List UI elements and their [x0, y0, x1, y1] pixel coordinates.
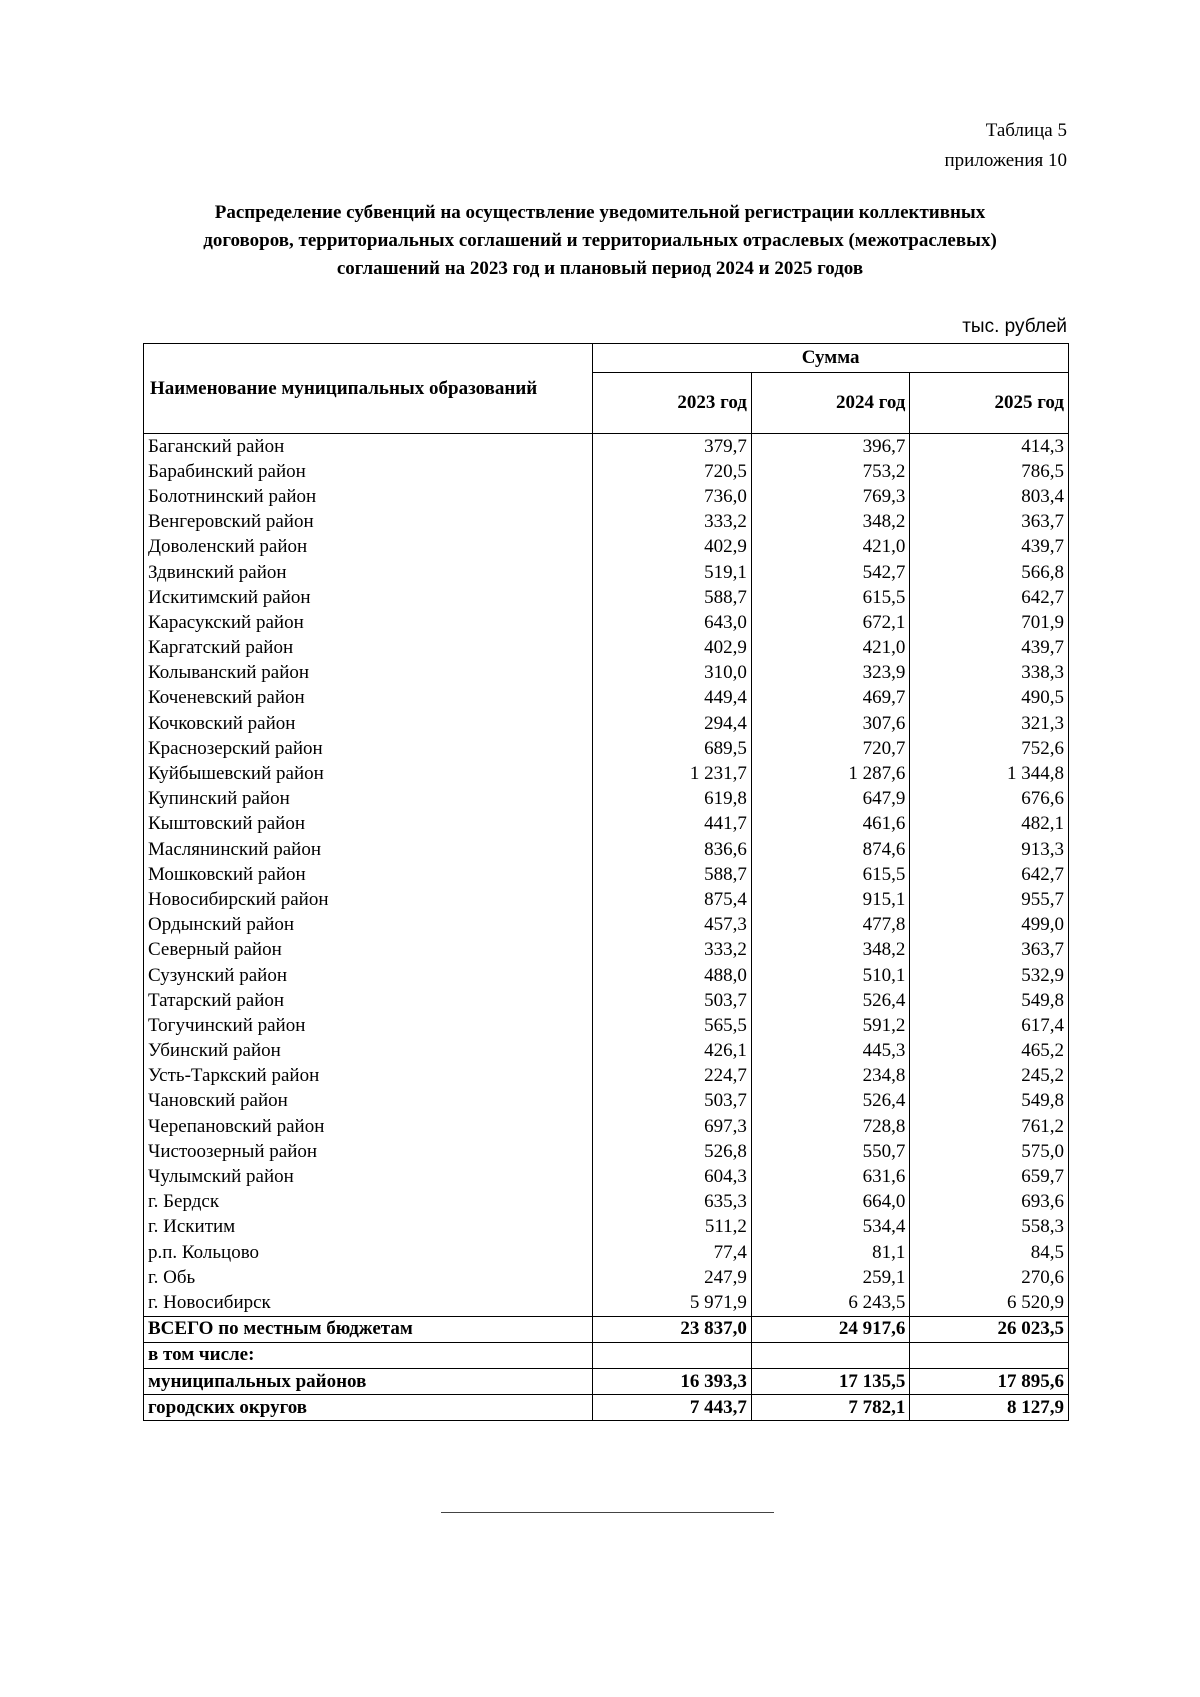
table-row	[144, 560, 1069, 585]
table-row	[144, 510, 1069, 535]
municipality-name: Каргатский район	[144, 636, 593, 661]
table-row	[144, 812, 1069, 837]
municipality-name: г. Бердск	[144, 1190, 593, 1215]
table-row	[144, 1089, 1069, 1114]
municipality-name: Колыванский район	[144, 661, 593, 686]
value-2024: 307,6	[751, 711, 910, 736]
value-2023: 379,7	[593, 434, 752, 460]
value-2023: 643,0	[593, 610, 752, 635]
value-2024: 874,6	[751, 837, 910, 862]
value-2025: 465,2	[910, 1039, 1069, 1064]
value-2023: 526,8	[593, 1139, 752, 1164]
value-2025: 338,3	[910, 661, 1069, 686]
value-2023: 426,1	[593, 1039, 752, 1064]
value-2023: 588,7	[593, 862, 752, 887]
value-2024: 348,2	[751, 938, 910, 963]
total-2024	[751, 1342, 910, 1368]
total-2025: 8 127,9	[910, 1395, 1069, 1421]
table-row	[144, 484, 1069, 509]
value-2024: 421,0	[751, 535, 910, 560]
total-name: в том числе:	[144, 1342, 593, 1368]
footer-rule	[441, 1512, 774, 1513]
value-2024: 348,2	[751, 510, 910, 535]
value-2024: 445,3	[751, 1039, 910, 1064]
value-2023: 402,9	[593, 636, 752, 661]
sum-column-header: Сумма	[593, 344, 1069, 373]
value-2025: 439,7	[910, 636, 1069, 661]
value-2023: 503,7	[593, 988, 752, 1013]
value-2023: 310,0	[593, 661, 752, 686]
table-row	[144, 862, 1069, 887]
value-2023: 224,7	[593, 1064, 752, 1089]
table-row	[144, 1190, 1069, 1215]
value-2023: 449,4	[593, 686, 752, 711]
value-2025: 1 344,8	[910, 761, 1069, 786]
value-2023: 441,7	[593, 812, 752, 837]
table-row	[144, 1164, 1069, 1189]
value-2023: 503,7	[593, 1089, 752, 1114]
municipality-name: Татарский район	[144, 988, 593, 1013]
table-row	[144, 787, 1069, 812]
value-2024: 672,1	[751, 610, 910, 635]
table-row	[144, 1064, 1069, 1089]
year-2023-header: 2023 год	[593, 373, 752, 434]
total-row	[144, 1316, 1069, 1342]
table-row	[144, 1114, 1069, 1139]
table-row	[144, 1290, 1069, 1316]
value-2025: 482,1	[910, 812, 1069, 837]
appendix-reference: приложения 10	[944, 150, 1067, 171]
table-row	[144, 887, 1069, 912]
value-2025: 693,6	[910, 1190, 1069, 1215]
year-2025-header: 2025 год	[910, 373, 1069, 434]
municipality-name: г. Искитим	[144, 1215, 593, 1240]
municipality-name: Ордынский район	[144, 913, 593, 938]
value-2025: 532,9	[910, 963, 1069, 988]
municipality-name: Кыштовский район	[144, 812, 593, 837]
table-row	[144, 988, 1069, 1013]
municipality-name: Карасукский район	[144, 610, 593, 635]
total-name: муниципальных районов	[144, 1368, 593, 1394]
municipality-name: Искитимский район	[144, 585, 593, 610]
value-2023: 511,2	[593, 1215, 752, 1240]
value-2024: 753,2	[751, 459, 910, 484]
value-2025: 913,3	[910, 837, 1069, 862]
municipality-name: Доволенский район	[144, 535, 593, 560]
value-2024: 477,8	[751, 913, 910, 938]
value-2025: 803,4	[910, 484, 1069, 509]
value-2024: 915,1	[751, 887, 910, 912]
value-2024: 550,7	[751, 1139, 910, 1164]
total-row	[144, 1395, 1069, 1421]
value-2025: 761,2	[910, 1114, 1069, 1139]
table-row	[144, 938, 1069, 963]
municipality-name: Чановский район	[144, 1089, 593, 1114]
title-line: соглашений на 2023 год и плановый период 2024 и 2025 годов	[336, 258, 864, 279]
total-2025: 26 023,5	[910, 1316, 1069, 1342]
value-2024: 615,5	[751, 585, 910, 610]
table-row	[144, 761, 1069, 786]
value-2023: 77,4	[593, 1240, 752, 1265]
value-2025: 566,8	[910, 560, 1069, 585]
value-2024: 461,6	[751, 812, 910, 837]
value-2024: 469,7	[751, 686, 910, 711]
table-row	[144, 1039, 1069, 1064]
table-row	[144, 1240, 1069, 1265]
total-2024: 7 782,1	[751, 1395, 910, 1421]
value-2023: 720,5	[593, 459, 752, 484]
value-2023: 519,1	[593, 560, 752, 585]
municipality-name: Здвинский район	[144, 560, 593, 585]
value-2025: 549,8	[910, 988, 1069, 1013]
value-2023: 689,5	[593, 736, 752, 761]
municipality-name: Куйбышевский район	[144, 761, 593, 786]
document-title	[130, 199, 1070, 283]
value-2025: 245,2	[910, 1064, 1069, 1089]
municipality-name: Сузунский район	[144, 963, 593, 988]
table-row	[144, 459, 1069, 484]
table-row	[144, 711, 1069, 736]
table-row	[144, 686, 1069, 711]
value-2024: 396,7	[751, 434, 910, 460]
municipality-name: Купинский район	[144, 787, 593, 812]
total-2025: 17 895,6	[910, 1368, 1069, 1394]
value-2024: 526,4	[751, 988, 910, 1013]
municipality-name: Болотнинский район	[144, 484, 593, 509]
municipality-name: Тогучинский район	[144, 1013, 593, 1038]
value-2024: 510,1	[751, 963, 910, 988]
value-2025: 558,3	[910, 1215, 1069, 1240]
municipality-name: Усть-Таркский район	[144, 1064, 593, 1089]
value-2023: 604,3	[593, 1164, 752, 1189]
subventions-table	[143, 343, 1069, 1421]
table-row	[144, 913, 1069, 938]
value-2025: 642,7	[910, 862, 1069, 887]
municipality-name: Чистоозерный район	[144, 1139, 593, 1164]
value-2025: 659,7	[910, 1164, 1069, 1189]
municipality-name: Венгеровский район	[144, 510, 593, 535]
municipality-name: Маслянинский район	[144, 837, 593, 862]
value-2023: 565,5	[593, 1013, 752, 1038]
value-2024: 526,4	[751, 1089, 910, 1114]
value-2025: 270,6	[910, 1265, 1069, 1290]
value-2025: 752,6	[910, 736, 1069, 761]
value-2024: 1 287,6	[751, 761, 910, 786]
value-2024: 542,7	[751, 560, 910, 585]
total-row	[144, 1368, 1069, 1394]
municipality-name: г. Новосибирск	[144, 1290, 593, 1316]
value-2023: 402,9	[593, 535, 752, 560]
value-2024: 234,8	[751, 1064, 910, 1089]
table-row	[144, 661, 1069, 686]
value-2023: 588,7	[593, 585, 752, 610]
value-2025: 955,7	[910, 887, 1069, 912]
value-2025: 549,8	[910, 1089, 1069, 1114]
municipality-name: Новосибирский район	[144, 887, 593, 912]
title-line: Распределение субвенций на осуществление уведомительной регистрации коллективных	[214, 202, 986, 223]
table-row	[144, 434, 1069, 460]
table-row	[144, 963, 1069, 988]
value-2024: 591,2	[751, 1013, 910, 1038]
total-2024: 24 917,6	[751, 1316, 910, 1342]
value-2025: 363,7	[910, 938, 1069, 963]
value-2024: 421,0	[751, 636, 910, 661]
total-2023: 7 443,7	[593, 1395, 752, 1421]
municipality-name: Коченевский район	[144, 686, 593, 711]
value-2024: 728,8	[751, 1114, 910, 1139]
municipality-name: Северный район	[144, 938, 593, 963]
value-2024: 534,4	[751, 1215, 910, 1240]
municipality-name: Убинский район	[144, 1039, 593, 1064]
table-row	[144, 610, 1069, 635]
value-2025: 84,5	[910, 1240, 1069, 1265]
total-row	[144, 1342, 1069, 1368]
value-2023: 1 231,7	[593, 761, 752, 786]
value-2023: 488,0	[593, 963, 752, 988]
table-row	[144, 636, 1069, 661]
value-2025: 642,7	[910, 585, 1069, 610]
value-2023: 697,3	[593, 1114, 752, 1139]
value-2025: 363,7	[910, 510, 1069, 535]
value-2024: 769,3	[751, 484, 910, 509]
total-2023	[593, 1342, 752, 1368]
total-name: городских округов	[144, 1395, 593, 1421]
value-2024: 615,5	[751, 862, 910, 887]
total-2025	[910, 1342, 1069, 1368]
total-2023: 16 393,3	[593, 1368, 752, 1394]
municipality-name: Кочковский район	[144, 711, 593, 736]
municipality-name: Барабинский район	[144, 459, 593, 484]
table-row	[144, 837, 1069, 862]
year-2024-header: 2024 год	[751, 373, 910, 434]
value-2023: 333,2	[593, 510, 752, 535]
value-2023: 5 971,9	[593, 1290, 752, 1316]
table-row	[144, 585, 1069, 610]
value-2024: 323,9	[751, 661, 910, 686]
title-line: договоров, территориальных соглашений и территориальных отраслевых (межотраслевых)	[203, 230, 997, 251]
municipality-name: Чулымский район	[144, 1164, 593, 1189]
value-2023: 247,9	[593, 1265, 752, 1290]
value-2023: 836,6	[593, 837, 752, 862]
value-2025: 676,6	[910, 787, 1069, 812]
total-name: ВСЕГО по местным бюджетам	[144, 1316, 593, 1342]
value-2024: 259,1	[751, 1265, 910, 1290]
table-body	[144, 434, 1069, 1421]
total-2024: 17 135,5	[751, 1368, 910, 1394]
municipality-name: Черепановский район	[144, 1114, 593, 1139]
municipality-name: г. Обь	[144, 1265, 593, 1290]
value-2023: 294,4	[593, 711, 752, 736]
value-2025: 701,9	[910, 610, 1069, 635]
municipality-name: Баганский район	[144, 434, 593, 460]
total-2023: 23 837,0	[593, 1316, 752, 1342]
value-2024: 631,6	[751, 1164, 910, 1189]
table-number: Таблица 5	[985, 120, 1067, 141]
table-row	[144, 535, 1069, 560]
value-2023: 875,4	[593, 887, 752, 912]
table-row	[144, 736, 1069, 761]
table-row	[144, 1265, 1069, 1290]
value-2025: 786,5	[910, 459, 1069, 484]
value-2023: 736,0	[593, 484, 752, 509]
value-2025: 321,3	[910, 711, 1069, 736]
municipality-column-header: Наименование муниципальных образований	[144, 344, 593, 434]
value-2025: 575,0	[910, 1139, 1069, 1164]
units-label: тыс. рублей	[962, 316, 1067, 337]
value-2024: 720,7	[751, 736, 910, 761]
value-2025: 414,3	[910, 434, 1069, 460]
value-2025: 617,4	[910, 1013, 1069, 1038]
table-row	[144, 1013, 1069, 1038]
value-2024: 647,9	[751, 787, 910, 812]
value-2023: 635,3	[593, 1190, 752, 1215]
value-2024: 664,0	[751, 1190, 910, 1215]
table-row	[144, 1215, 1069, 1240]
value-2024: 6 243,5	[751, 1290, 910, 1316]
table-row	[144, 1139, 1069, 1164]
value-2023: 619,8	[593, 787, 752, 812]
value-2023: 333,2	[593, 938, 752, 963]
value-2025: 439,7	[910, 535, 1069, 560]
value-2025: 6 520,9	[910, 1290, 1069, 1316]
value-2024: 81,1	[751, 1240, 910, 1265]
value-2025: 490,5	[910, 686, 1069, 711]
municipality-name: р.п. Кольцово	[144, 1240, 593, 1265]
value-2025: 499,0	[910, 913, 1069, 938]
municipality-name: Краснозерский район	[144, 736, 593, 761]
value-2023: 457,3	[593, 913, 752, 938]
municipality-name: Мошковский район	[144, 862, 593, 887]
